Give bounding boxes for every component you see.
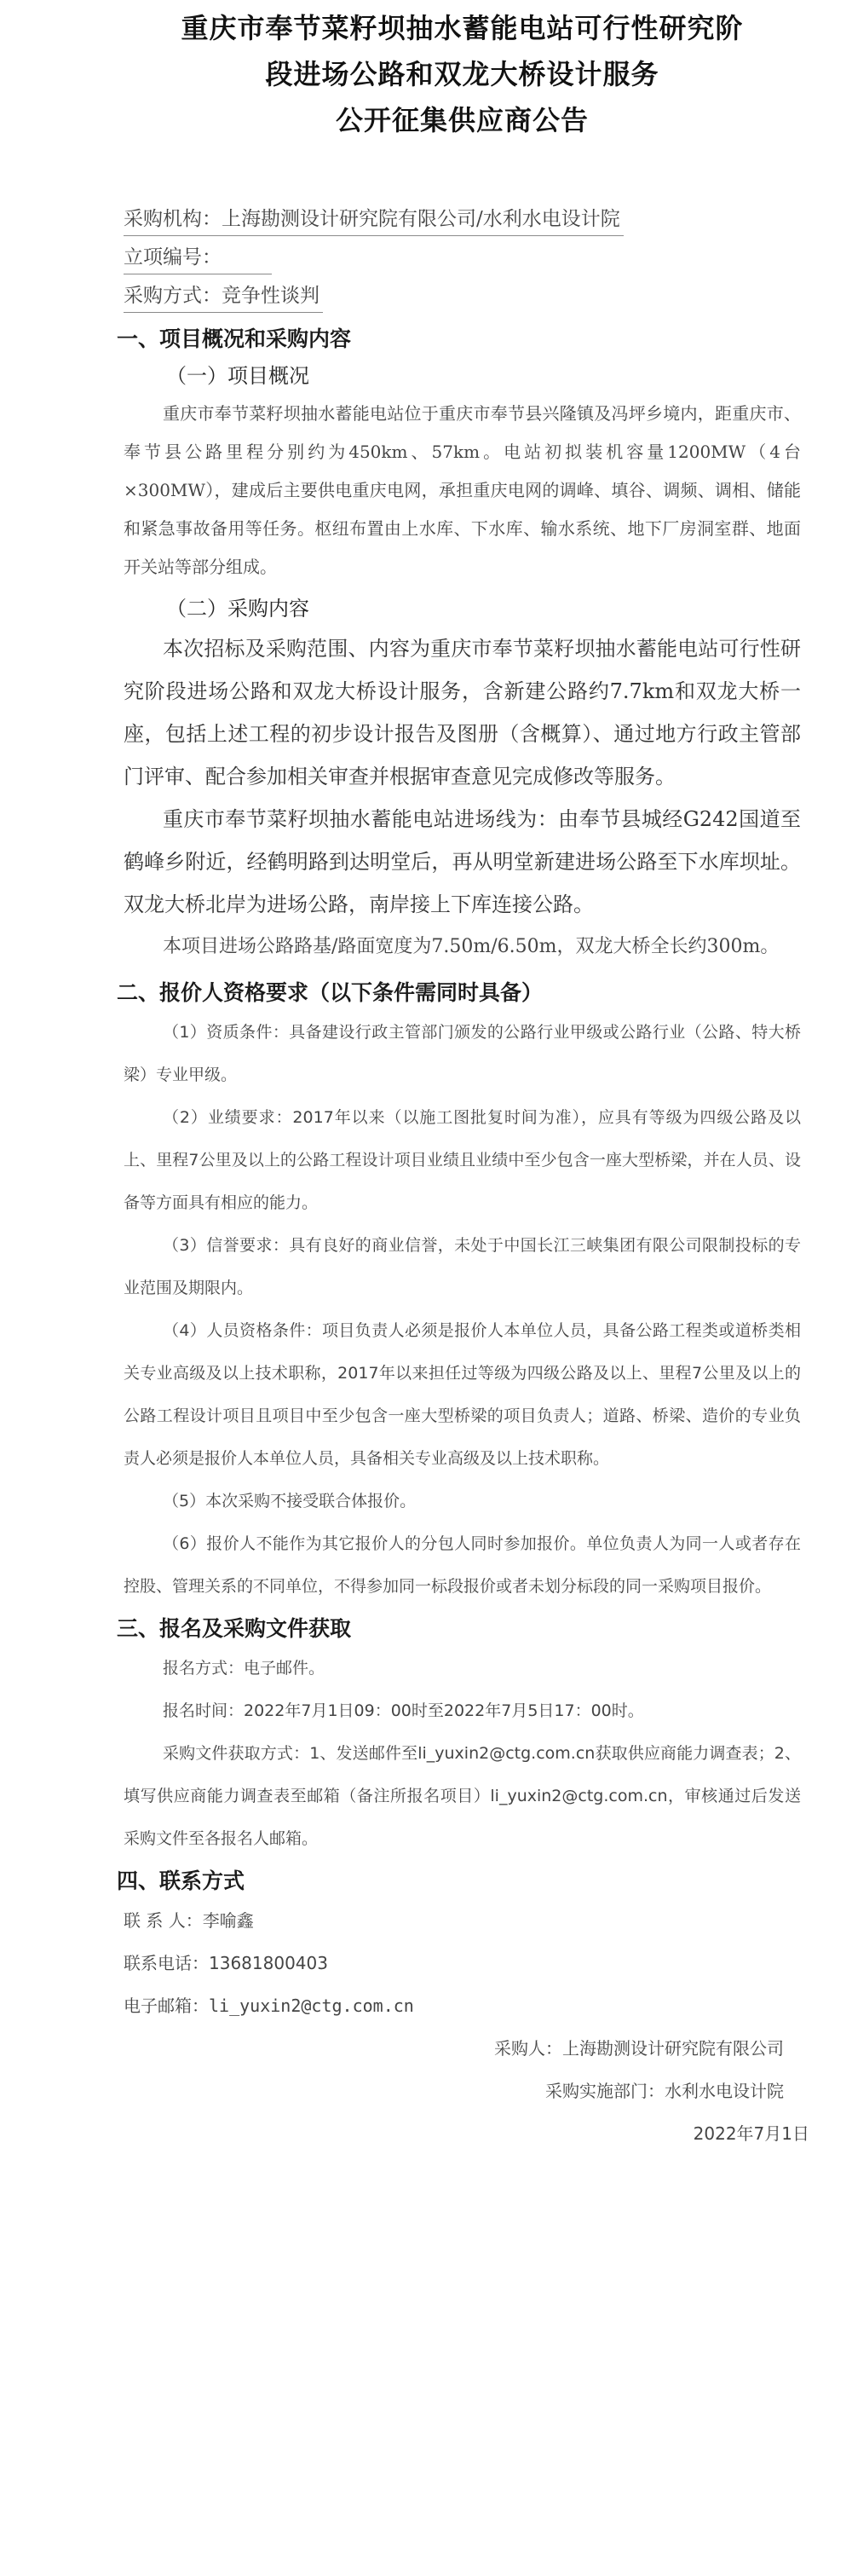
section-3-heading: 三、报名及采购文件获取 xyxy=(117,1616,352,1641)
project-number: 立项编号： xyxy=(124,241,272,274)
department-signature: 采购实施部门：水利水电设计院 xyxy=(545,2081,784,2101)
procurement-scope-paragraph: 本次招标及采购范围、内容为重庆市奉节菜籽坝抽水蓄能电站可行性研究阶段进场公路和双龙大桥设计服务，含新建公路约7.7km和双龙大桥一座，包括上述工程的初步设计报告及图册（含概算）、通过地方行政主管部门评审、配合参加相关审查并根据审查意见完成修改等服务。 xyxy=(124,637,801,788)
file-acquisition: 采购文件获取方式：1、发送邮件至li_yuxin2@ctg.com.cn获取供应商能力调查表；2、填写供应商能力调查表至邮箱（备注所报名项目）li_yuxin2@ctg.com.cn，审核通过后发送采购文件至各报名人邮箱。 xyxy=(124,1744,801,1848)
signature-date: 2022年7月1日 xyxy=(693,2123,809,2144)
signup-method: 报名方式：电子邮件。 xyxy=(163,1659,325,1678)
qualification-item-2: （2）业绩要求：2017年以来（以施工图批复时间为准），应具有等级为四级公路及以上、里程7公里及以上的公路工程设计项目业绩且业绩中至少包含一座大型桥梁，并在人员、设备等方面具有相应的能力。 xyxy=(124,1108,801,1212)
road-width-paragraph: 本项目进场公路路基/路面宽度为7.50m/6.50m，双龙大桥全长约300m。 xyxy=(163,936,780,957)
title-line-2: 段进场公路和双龙大桥设计服务 xyxy=(265,58,659,90)
contact-email: 电子邮箱：li_yuxin2@ctg.com.cn xyxy=(124,1996,414,2016)
procurement-meta xyxy=(124,203,801,318)
qualification-item-5: （5）本次采购不接受联合体报价。 xyxy=(163,1492,417,1510)
section-2-heading: 二、报价人资格要求（以下条件需同时具备） xyxy=(117,980,544,1005)
qualification-item-6: （6）报价人不能作为其它报价人的分包人同时参加报价。单位负责人为同一人或者存在控股、管理关系的不同单位，不得参加同一标段报价或者未划分标段的同一采购项目报价。 xyxy=(124,1534,801,1596)
signup-time: 报名时间：2022年7月1日09：00时至2022年7月5日17：00时。 xyxy=(163,1701,644,1720)
section-4-heading: 四、联系方式 xyxy=(117,1868,245,1893)
title-line-1: 重庆市奉节菜籽坝抽水蓄能电站可行性研究阶 xyxy=(181,12,744,44)
access-route-paragraph: 重庆市奉节菜籽坝抽水蓄能电站进场线为：由奉节县城经G242国道至鹤峰乡附近，经鹤明路到达明堂后，再从明堂新建进场公路至下水库坝址。双龙大桥北岸为进场公路，南岸接上下库连接公路。 xyxy=(124,807,801,916)
procurement-agency: 采购机构：上海勘测设计研究院有限公司/水利水电设计院 xyxy=(124,203,624,236)
qualification-item-4: （4）人员资格条件：项目负责人必须是报价人本单位人员，具备公路工程类或道桥类相关专业高级及以上技术职称，2017年以来担任过等级为四级公路及以上、里程7公里及以上的公路工程设计项目且项目中至少包含一座大型桥梁的项目负责人；道路、桥梁、造价的专业负责人必须是报价人本单位人员，具备相关专业高级及以上技术职称。 xyxy=(124,1321,801,1468)
document-title xyxy=(98,5,826,143)
section-1-2-heading: （二）采购内容 xyxy=(166,597,309,621)
contact-person: 联 系 人：李喻鑫 xyxy=(124,1910,254,1931)
title-line-3: 公开征集供应商公告 xyxy=(335,104,589,136)
procurement-method: 采购方式：竞争性谈判 xyxy=(124,280,323,313)
section-1-heading: 一、项目概况和采购内容 xyxy=(117,326,352,351)
qualification-item-3: （3）信誉要求：具有良好的商业信誉，未处于中国长江三峡集团有限公司限制投标的专业范围及期限内。 xyxy=(124,1236,801,1297)
qualification-item-1: （1）资质条件：具备建设行政主管部门颁发的公路行业甲级或公路行业（公路、特大桥梁）专业甲级。 xyxy=(124,1023,801,1084)
section-1-1-heading: （一）项目概况 xyxy=(166,364,309,388)
contact-phone: 联系电话：13681800403 xyxy=(124,1953,328,1973)
buyer-signature: 采购人：上海勘测设计研究院有限公司 xyxy=(494,2038,784,2059)
project-overview-paragraph: 重庆市奉节菜籽坝抽水蓄能电站位于重庆市奉节县兴隆镇及冯坪乡境内，距重庆市、奉节县公路里程分别约为450km、57km。电站初拟装机容量1200MW（4台×300MW），建成后主要供电重庆电网，承担重庆电网的调峰、填谷、调频、调相、储能和紧急事故备用等任务。枢纽布置由上水库、下水库、输水系统、地下厂房洞室群、地面开关站等部分组成。 xyxy=(124,403,801,577)
